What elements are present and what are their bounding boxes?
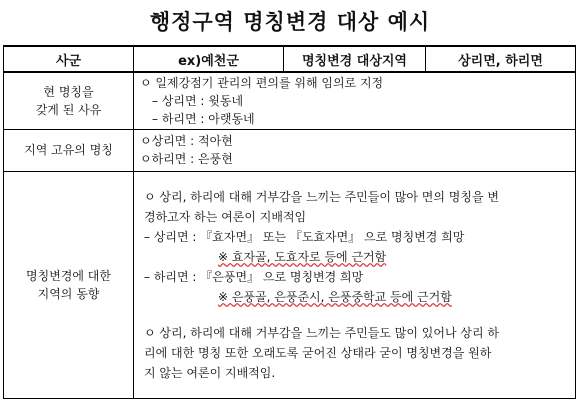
- table-row: [4, 129, 576, 171]
- hari-note: ※ 은풍골, 은풍준시, 은풍중학교 등에 근거함: [218, 289, 452, 304]
- row-label-local-name: 지역 고유의 명칭: [4, 129, 134, 171]
- header-example-county: ex)예천군: [134, 46, 284, 72]
- trend-content: ㅇ 상리, 하리에 대해 거부감을 느끼는 주민들이 많아 면의 명칭을 변 경하고자 하는 여론이 지배적임 – 상리면 : 『효자면』 또는 『도효자면』 으로 명칭변경 희망 ※ 효자골, 도효자로 등에 근거함 – 하리면 : 『은풍면』 으로 명칭변경 희망 ※ 은풍골, 은풍준시, 은풍중학교 등에 근거함 ㅇ 상리, 하리에 대해 거부감을 느끼는 주민들도 많이 있어나 상리 하 리에 대한 명칭 또한 오래도록 굳어진 상태라 굳이 명칭변경을 원하 지 않는 여론이 지배적임.: [134, 171, 576, 398]
- table-header-row: [4, 46, 576, 72]
- sangri-note: ※ 효자골, 도효자로 등에 근거함: [218, 249, 387, 264]
- table-row: [4, 171, 576, 398]
- example-table: [3, 45, 576, 399]
- row-label-current-reason: 현 명칭을 갖게 된 사유: [4, 72, 134, 129]
- sangri-proposal: – 상리면 : 『효자면』 또는 『도효자면』 으로 명칭변경 희망: [144, 229, 465, 244]
- header-district: 사군: [4, 46, 134, 72]
- header-target-names: 상리면, 하리면: [426, 46, 576, 72]
- page-title: 행정구역 명칭변경 대상 예시: [149, 10, 431, 34]
- hari-proposal: – 하리면 : 『은풍면』 으로 명칭변경 희망: [144, 269, 364, 284]
- row-label-trend: 명칭변경에 대한 지역의 동향: [4, 171, 134, 398]
- local-name-content: ㅇ상리면 : 적아현 ㅇ하리면 : 은풍현: [134, 129, 576, 171]
- table-row: [4, 72, 576, 129]
- current-reason-content: ㅇ 일제강점기 관리의 편의를 위해 임의로 지정 – 상리면 : 윗동네 – 하리면 : 아랫동네: [134, 72, 576, 129]
- header-target-area: 명칭변경 대상지역: [284, 46, 426, 72]
